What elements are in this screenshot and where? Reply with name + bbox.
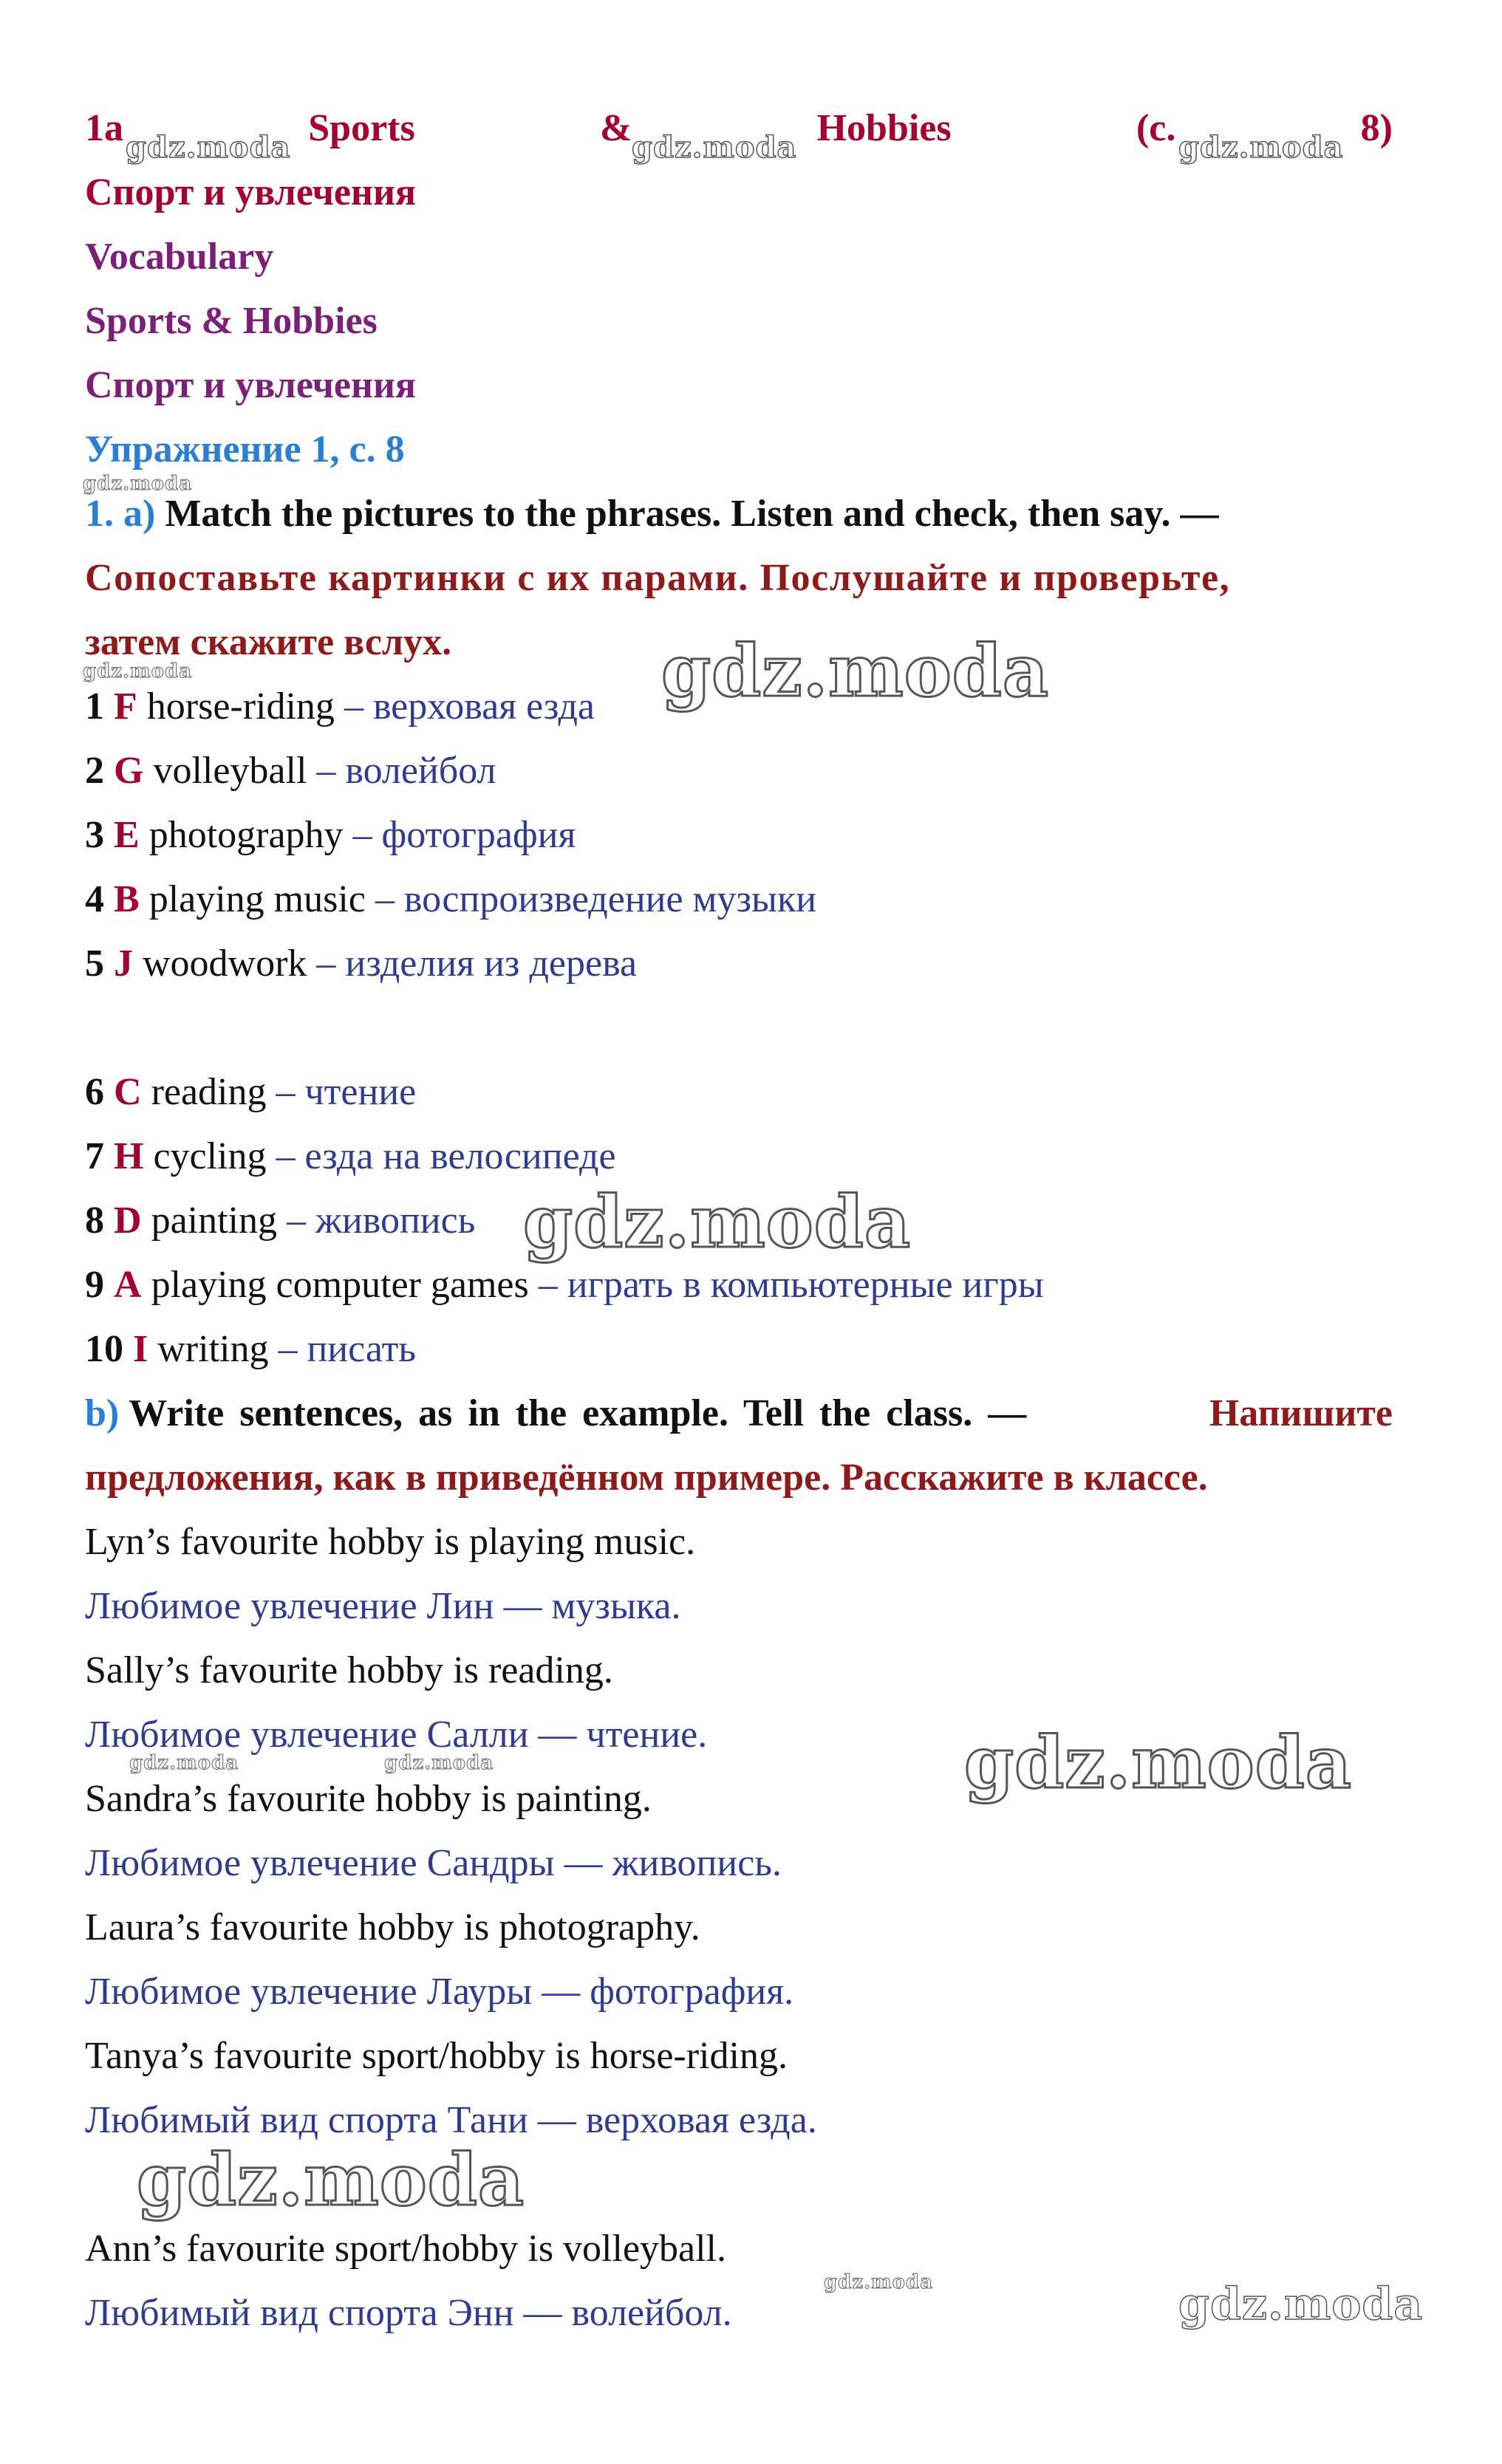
answer-row: 6 C reading – чтение [85,1071,417,1113]
task-b-russian-start: Напишите [1209,1392,1393,1434]
subtitle-english: Sports & Hobbies [85,300,378,342]
task-a-english: Match the pictures to the phrases. Listen and check, then say. — [165,493,1219,535]
watermark: gdz.moda [1178,130,1344,165]
answer-letter: C [114,1071,142,1113]
sentence-russian: Любимое увлечение Сандры — живопись. [85,1842,782,1884]
exercise-label: Упражнение 1, с. 8 [85,428,405,470]
header-word-hobbies: Hobbies [816,107,952,149]
sentence-russian: Любимое увлечение Лин — музыка. [85,1585,681,1627]
sentence-russian: Любимое увлечение Лауры — фотография. [85,1971,794,2013]
answer-letter: I [133,1328,149,1370]
watermark: gdz.moda [964,1721,1353,1804]
header-word-sports: Sports [308,107,415,149]
header-ampersand: & [600,107,632,149]
watermark: gdz.moda [632,130,797,165]
answer-letter: H [114,1135,144,1177]
answer-letter: J [114,942,133,985]
subtitle-russian: Спорт и увлечения [85,364,417,406]
task-b-label: b) [85,1392,120,1434]
section-title: Vocabulary [85,236,274,278]
watermark: gdz.moda [83,660,193,682]
sentence-russian: Любимый вид спорта Тани — верховая езда. [85,2099,817,2141]
answer-row: 2 G volleyball – волейбол [85,750,496,792]
watermark: gdz.moda [83,473,193,495]
answer-letter: F [114,685,137,728]
watermark: gdz.moda [126,130,291,165]
answer-row: 7 H cycling – езда на велосипеде [85,1135,616,1177]
answer-letter: E [114,814,140,856]
watermark: gdz.moda [1178,2279,1424,2330]
watermark: gdz.moda [661,629,1050,713]
watermark: gdz.moda [129,1752,239,1774]
sentence-english: Laura’s favourite hobby is photography. [85,1906,700,1948]
task-b-instruction [85,1390,1393,1437]
title-russian: Спорт и увлечения [85,171,417,213]
sentence-english: Lyn’s favourite hobby is playing music. [85,1521,696,1563]
answer-row: 8 D painting – живопись [85,1200,476,1242]
sentence-english: Sally’s favourite hobby is reading. [85,1649,613,1691]
answer-letter: B [114,878,140,920]
sentence-russian: Любимый вид спорта Энн — волейбол. [85,2292,732,2334]
task-a-instruction [85,490,1393,538]
answer-row: 9 A playing computer games – играть в компьютерные игры [85,1264,1044,1306]
watermark: gdz.moda [824,2271,934,2293]
header-page-prefix: (с. [1136,107,1176,149]
task-a-russian-line-1 [85,555,1393,602]
header-page-number: 8) [1360,107,1393,149]
watermark: gdz.moda [523,1180,912,1264]
answer-row: 10 I writing – писать [85,1328,417,1370]
sentence-english: Tanya’s favourite sport/hobby is horse-riding. [85,2035,788,2077]
sentence-english: Ann’s favourite sport/hobby is volleyball. [85,2228,727,2270]
answer-letter: D [114,1200,142,1242]
task-a-number: 1. a) [85,493,156,535]
header-lesson-number: 1a [85,107,123,149]
watermark: gdz.moda [137,2138,525,2222]
sentence-english: Sandra’s favourite hobby is painting. [85,1778,652,1820]
sentence-russian: Любимое увлечение Салли — чтение. [85,1714,708,1756]
watermark: gdz.moda [384,1752,494,1774]
answer-letter: A [114,1264,142,1306]
answer-row: 5 J woodwork – изделия из дерева [85,942,638,985]
answer-letter: G [114,750,144,792]
task-a-russian-text: Сопоставьте картинки с их парами. Послушайте и проверьте, [85,557,1231,599]
task-a-russian-line-2: затем скажите вслух. [85,621,452,663]
task-b-english: Write sentences, as in the example. Tell the class. — [129,1392,1027,1434]
answer-row: 3 E photography – фотография [85,814,576,856]
answer-row: 1 F horse-riding – верховая езда [85,685,595,728]
answer-row: 4 B playing music – воспроизведение музыки [85,878,817,920]
task-b-russian-line-2: предложения, как в приведённом примере. Расскажите в классе. [85,1457,1208,1499]
